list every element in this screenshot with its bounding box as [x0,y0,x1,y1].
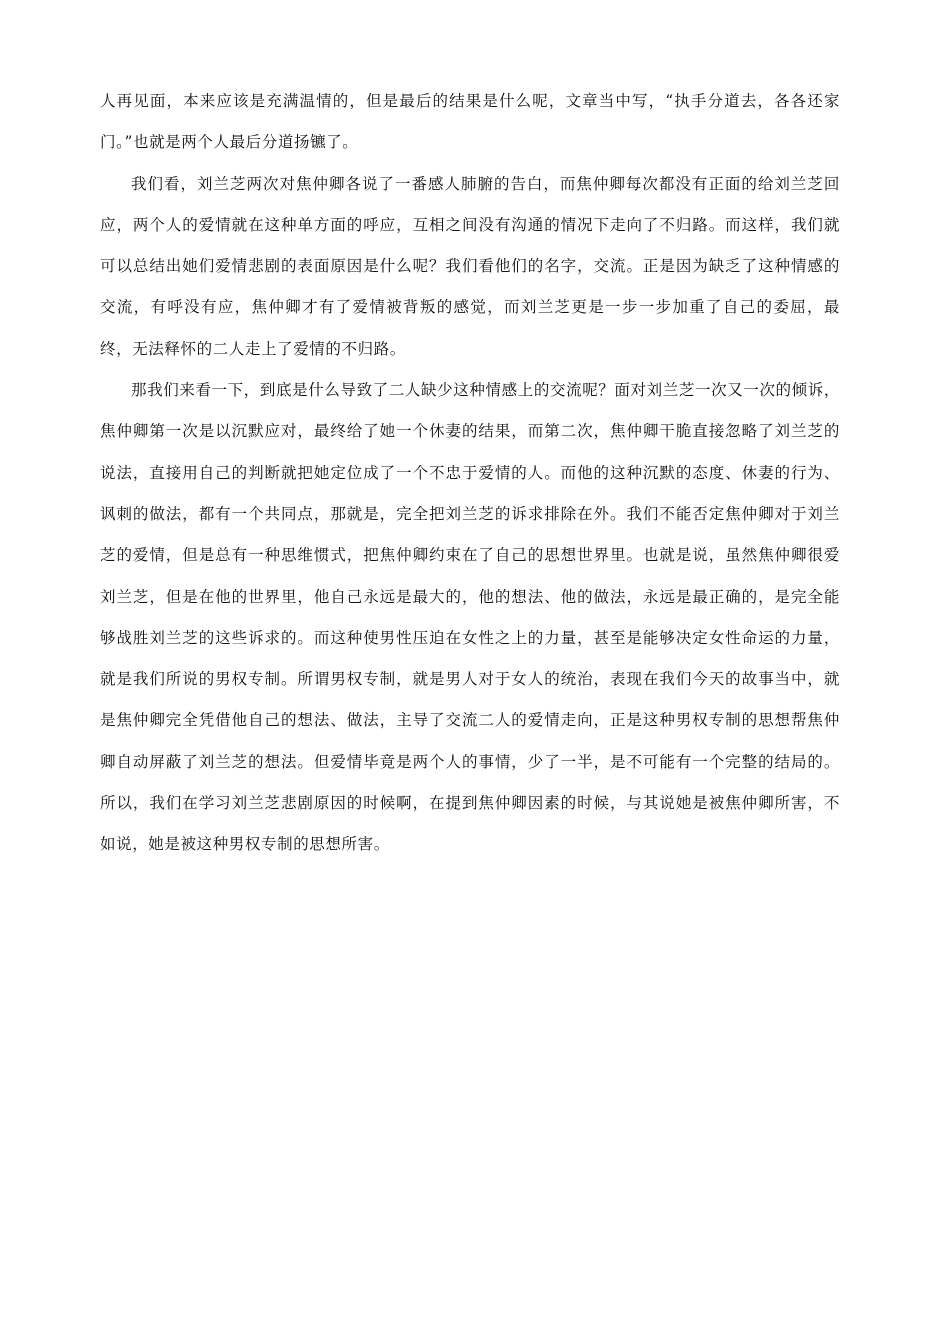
paragraph-dialogue-analysis: 我们看，刘兰芝两次对焦仲卿各说了一番感人肺腑的告白，而焦仲卿每次都没有正面的给刘兰芝回应，两个人的爱情就在这种单方面的呼应，互相之间没有沟通的情况下走向了不归路。而这样，我们就可以总结出她们爱情悲剧的表面原因是什么呢？我们看他们的名字，交流。正是因为缺乏了这种情感的交流，有呼没有应，焦仲卿才有了爱情被背叛的感觉，而刘兰芝更是一步一步加重了自己的委屈，最终，无法释怀的二人走上了爱情的不归路。 [100,174,840,358]
paragraph-patriarchy-analysis: 那我们来看一下，到底是什么导致了二人缺少这种情感上的交流呢？面对刘兰芝一次又一次的倾诉，焦仲卿第一次是以沉默应对，最终给了她一个休妻的结果，而第二次，焦仲卿干脆直接忽略了刘兰芝的说法，直接用自己的判断就把她定位成了一个不忠于爱情的人。而他的这种沉默的态度、休妻的行为、讽刺的做法，都有一个共同点，那就是，完全把刘兰芝的诉求排除在外。我们不能否定焦仲卿对于刘兰芝的爱情，但是总有一种思维惯式，把焦仲卿约束在了自己的思想世界里。也就是说，虽然焦仲卿很爱刘兰芝，但是在他的世界里，他自己永远是最大的，他的想法、他的做法，永远是最正确的，是完全能够战胜刘兰芝的这些诉求的。而这种使男性压迫在女性之上的力量，甚至是能够决定女性命运的力量，就是我们所说的男权专制。所谓男权专制，就是男人对于女人的统治，表现在我们今天的故事当中，就是焦仲卿完全凭借他自己的想法、做法，主导了交流二人的爱情走向，正是这种男权专制的思想帮焦仲卿自动屏蔽了刘兰芝的想法。但爱情毕竟是两个人的事情，少了一半，是不可能有一个完整的结局的。所以，我们在学习刘兰芝悲剧原因的时候啊，在提到焦仲卿因素的时候，与其说她是被焦仲卿所害，不如说，她是被这种男权专制的思想所害。 [100,381,840,854]
paragraph-continuation: 人再见面，本来应该是充满温情的，但是最后的结果是什么呢，文章当中写，“执手分道去，各各还家门。”也就是两个人最后分道扬镳了。 [100,92,840,152]
document-page [100,81,840,866]
